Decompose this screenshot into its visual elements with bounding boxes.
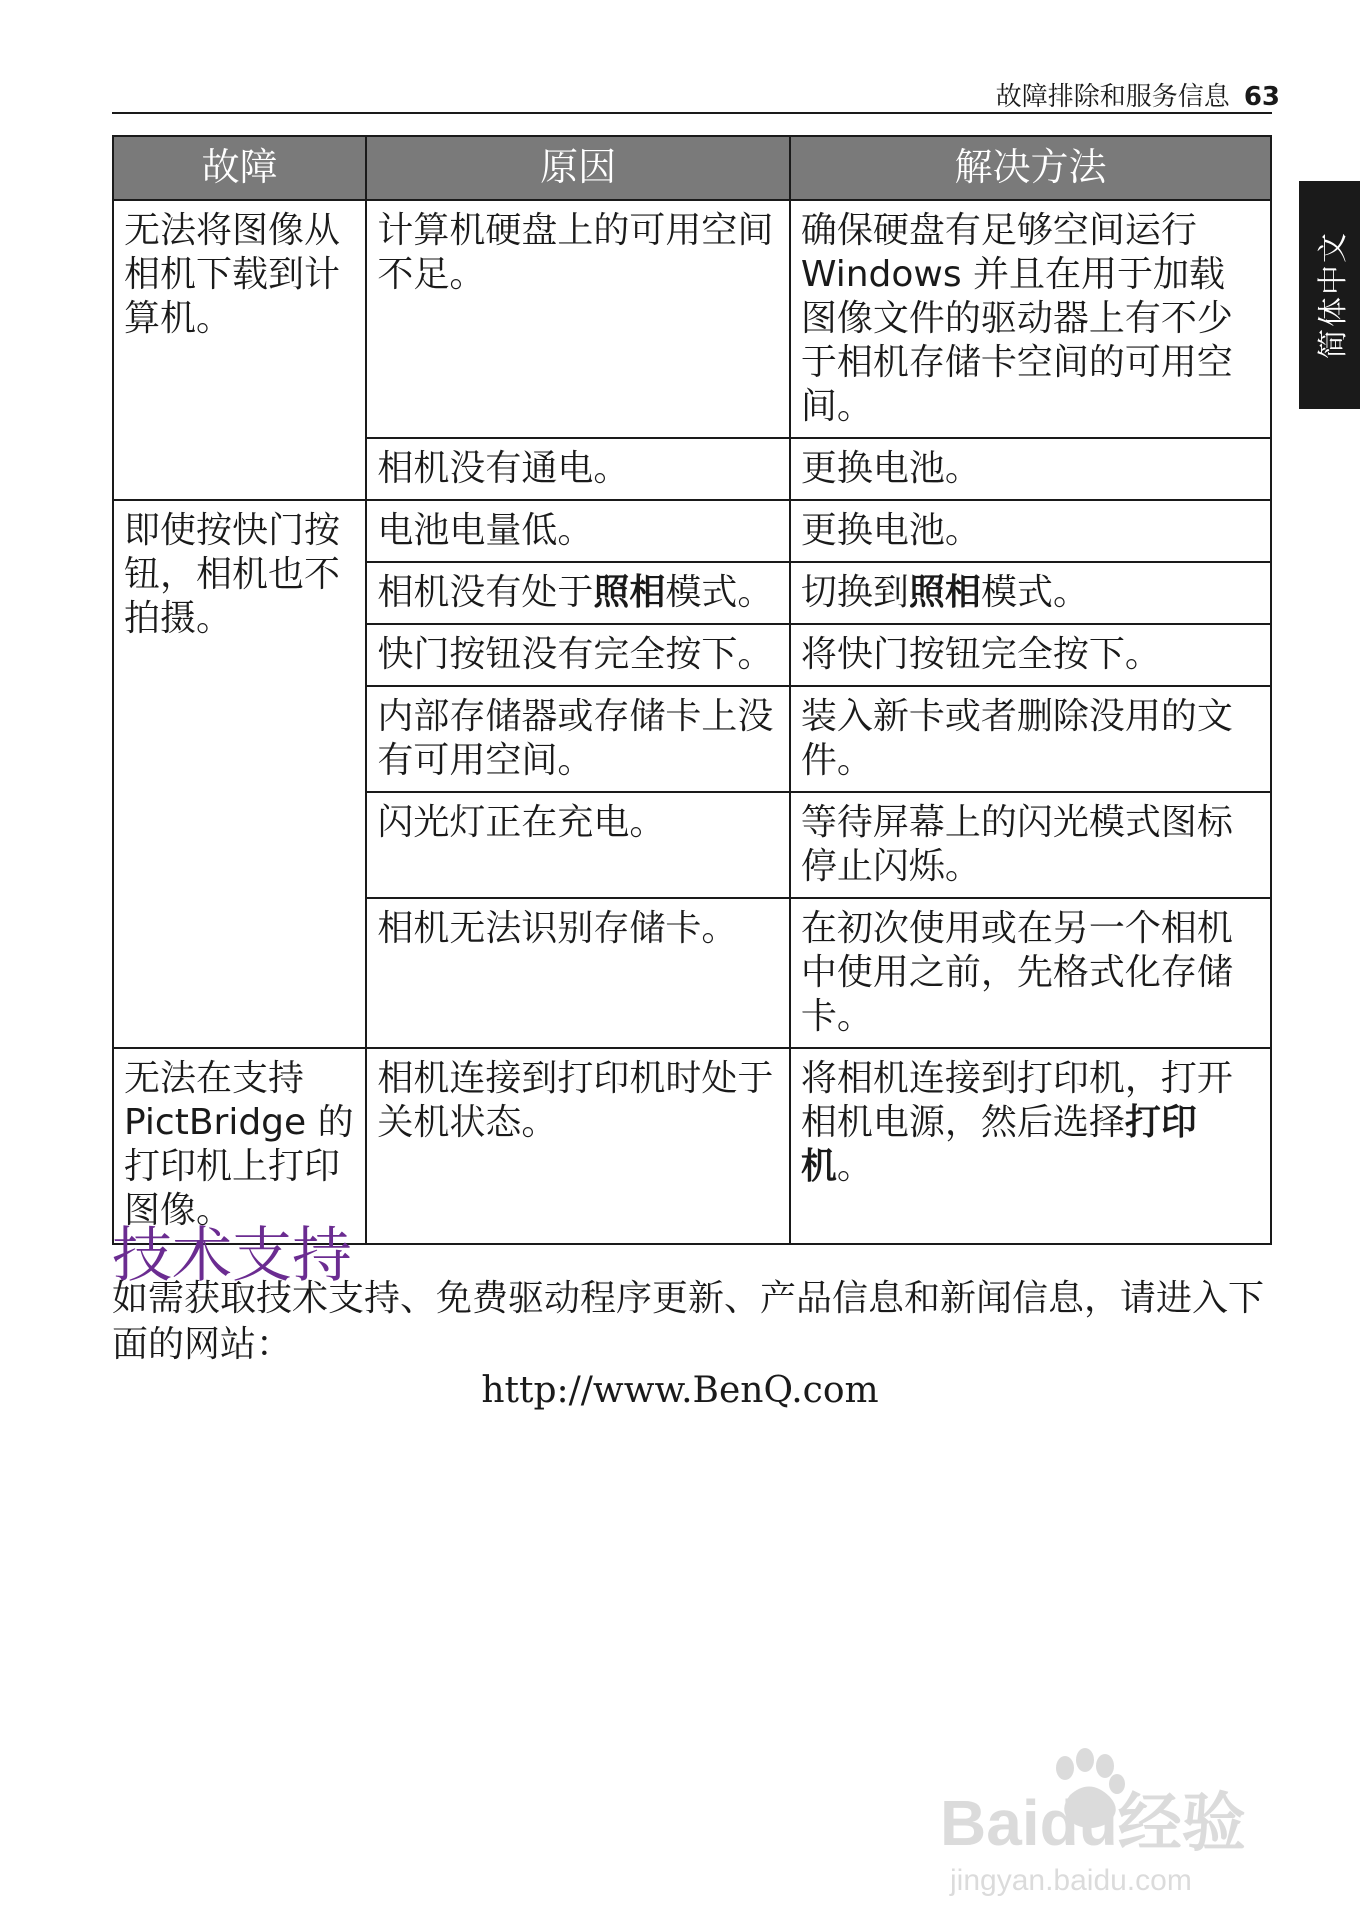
solution-text: 模式。 <box>980 572 1089 613</box>
watermark-domain: jingyan.baidu.com <box>950 1864 1192 1897</box>
solution-cell: 等待屏幕上的闪光模式图标停止闪烁。 <box>790 792 1271 898</box>
support-url[interactable] <box>0 1370 1360 1411</box>
section-title: 技术支持 <box>112 1221 352 1291</box>
running-header <box>996 76 1280 113</box>
column-header-problem: 故障 <box>113 136 366 200</box>
paw-logo-icon <box>930 1740 1270 1900</box>
watermark-brand: Baidu经验 <box>940 1787 1246 1859</box>
mode-name: 照相 <box>908 572 981 613</box>
cause-cell: 相机连接到打印机时处于关机状态。 <box>366 1048 790 1244</box>
language-tab <box>1299 181 1360 409</box>
header-title: 故障排除和服务信息 <box>995 82 1230 112</box>
cause-text: 相机没有处于 <box>377 572 594 613</box>
column-header-cause: 原因 <box>366 136 790 200</box>
cause-cell: 内部存储器或存储卡上没有可用空间。 <box>366 686 790 792</box>
header-rule <box>112 112 1272 114</box>
cause-cell: 计算机硬盘上的可用空间不足。 <box>366 200 790 438</box>
solution-cell: 装入新卡或者删除没用的文件。 <box>790 686 1271 792</box>
baidu-watermark <box>930 1740 1270 1900</box>
section-body: 如需获取技术支持、免费驱动程序更新、产品信息和新闻信息，请进入下面的网站： <box>112 1278 1265 1365</box>
solution-text: 。 <box>836 1146 873 1187</box>
solution-cell: 在初次使用或在另一个相机中使用之前，先格式化存储卡。 <box>790 898 1271 1048</box>
problem-cell: 无法在支持 PictBridge 的打印机上打印图像。 <box>113 1048 366 1244</box>
table-header-row <box>113 136 1271 200</box>
support-url-text[interactable]: http://www.BenQ.com <box>481 1370 879 1411</box>
cause-text: 模式。 <box>665 572 774 613</box>
solution-cell: 确保硬盘有足够空间运行 Windows 并且在用于加载图像文件的驱动器上有不少于相机存储卡空间的可用空间。 <box>790 200 1271 438</box>
cause-cell <box>366 562 790 624</box>
cause-cell: 相机无法识别存储卡。 <box>366 898 790 1048</box>
cause-cell: 相机没有通电。 <box>366 438 790 500</box>
column-header-solution: 解决方法 <box>790 136 1271 200</box>
problem-cell: 无法将图像从相机下载到计算机。 <box>113 200 366 500</box>
troubleshooting-table <box>112 135 1272 1245</box>
problem-cell: 即使按快门按钮，相机也不拍摄。 <box>113 500 366 1048</box>
solution-cell <box>790 562 1271 624</box>
menu-name: 打印机 <box>800 1102 1197 1187</box>
solution-text: 切换到 <box>800 572 909 613</box>
solution-cell: 更换电池。 <box>790 438 1271 500</box>
table-row <box>113 500 1271 562</box>
page-number: 63 <box>1243 82 1280 112</box>
solution-cell: 将快门按钮完全按下。 <box>790 624 1271 686</box>
table-row <box>113 200 1271 438</box>
cause-cell: 快门按钮没有完全按下。 <box>366 624 790 686</box>
language-tab-label: 简体中文 <box>1315 231 1351 359</box>
solution-cell <box>790 1048 1271 1244</box>
solution-cell: 更换电池。 <box>790 500 1271 562</box>
solution-text: 将相机连接到打印机，打开相机电源，然后选择 <box>800 1058 1233 1143</box>
cause-cell: 电池电量低。 <box>366 500 790 562</box>
cause-cell: 闪光灯正在充电。 <box>366 792 790 898</box>
mode-name: 照相 <box>593 572 666 613</box>
